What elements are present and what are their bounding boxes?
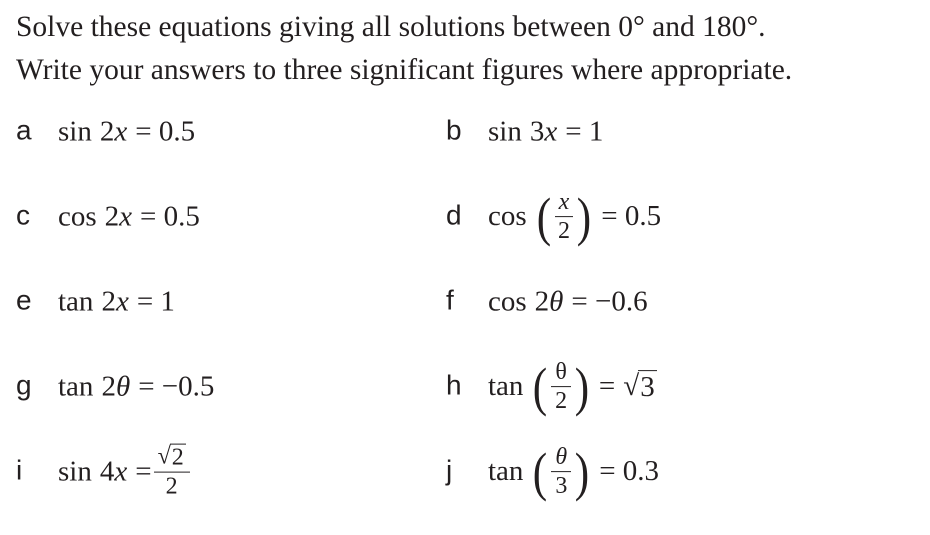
question-letter: c xyxy=(16,199,30,231)
question-i xyxy=(16,442,396,502)
square-root: √ 3 xyxy=(623,370,655,403)
question-b xyxy=(446,102,826,162)
fraction: $\frac{\theta}{3}$ xyxy=(551,444,571,500)
question-letter: i xyxy=(16,454,23,486)
question-letter: a xyxy=(16,114,32,146)
question-j xyxy=(446,442,826,502)
question-g xyxy=(16,357,396,417)
question-letter: f xyxy=(446,284,454,316)
question-d xyxy=(446,187,826,247)
equation: cos 2 θ = −0.6 xyxy=(488,285,648,318)
fraction: $\frac{x}{2}$ xyxy=(555,189,574,245)
equation: cos ( $\frac{x}{2}$ ) = 0.5 xyxy=(488,187,662,247)
question-letter: h xyxy=(446,369,462,401)
question-e xyxy=(16,272,396,332)
question-c xyxy=(16,187,396,247)
instruction-line-2: Write your answers to three significant figures where appropriate. xyxy=(16,54,793,86)
equation: sin 4 x = √ 2 2 xyxy=(58,444,192,501)
square-root: √ 2 xyxy=(157,443,184,471)
question-a xyxy=(16,102,396,162)
equation: cos 2 x = 0.5 xyxy=(58,200,200,233)
equation: tan ( $\frac{\theta}{2}$ ) = √ 3 xyxy=(488,357,655,417)
equation: sin 3 x = 1 xyxy=(488,115,604,148)
equation: tan ( $\frac{\theta}{3}$ ) = 0.3 xyxy=(488,442,660,502)
fraction: $\frac{\theta}{2}$ xyxy=(551,359,571,415)
question-letter: j xyxy=(446,454,453,486)
instruction-line-1: Solve these equations giving all solutions between 0° and 180°. xyxy=(16,11,766,43)
equation: tan 2 θ = −0.5 xyxy=(58,370,215,403)
question-letter: d xyxy=(446,199,462,231)
fraction: √ 2 2 xyxy=(154,444,190,501)
question-letter: b xyxy=(446,114,462,146)
equation: sin 2 x = 0.5 xyxy=(58,115,196,148)
question-letter: g xyxy=(16,369,32,401)
equation: tan 2 x = 1 xyxy=(58,285,175,318)
question-h xyxy=(446,357,826,417)
instructions xyxy=(16,6,921,92)
question-letter: e xyxy=(16,284,32,316)
question-f xyxy=(446,272,826,332)
